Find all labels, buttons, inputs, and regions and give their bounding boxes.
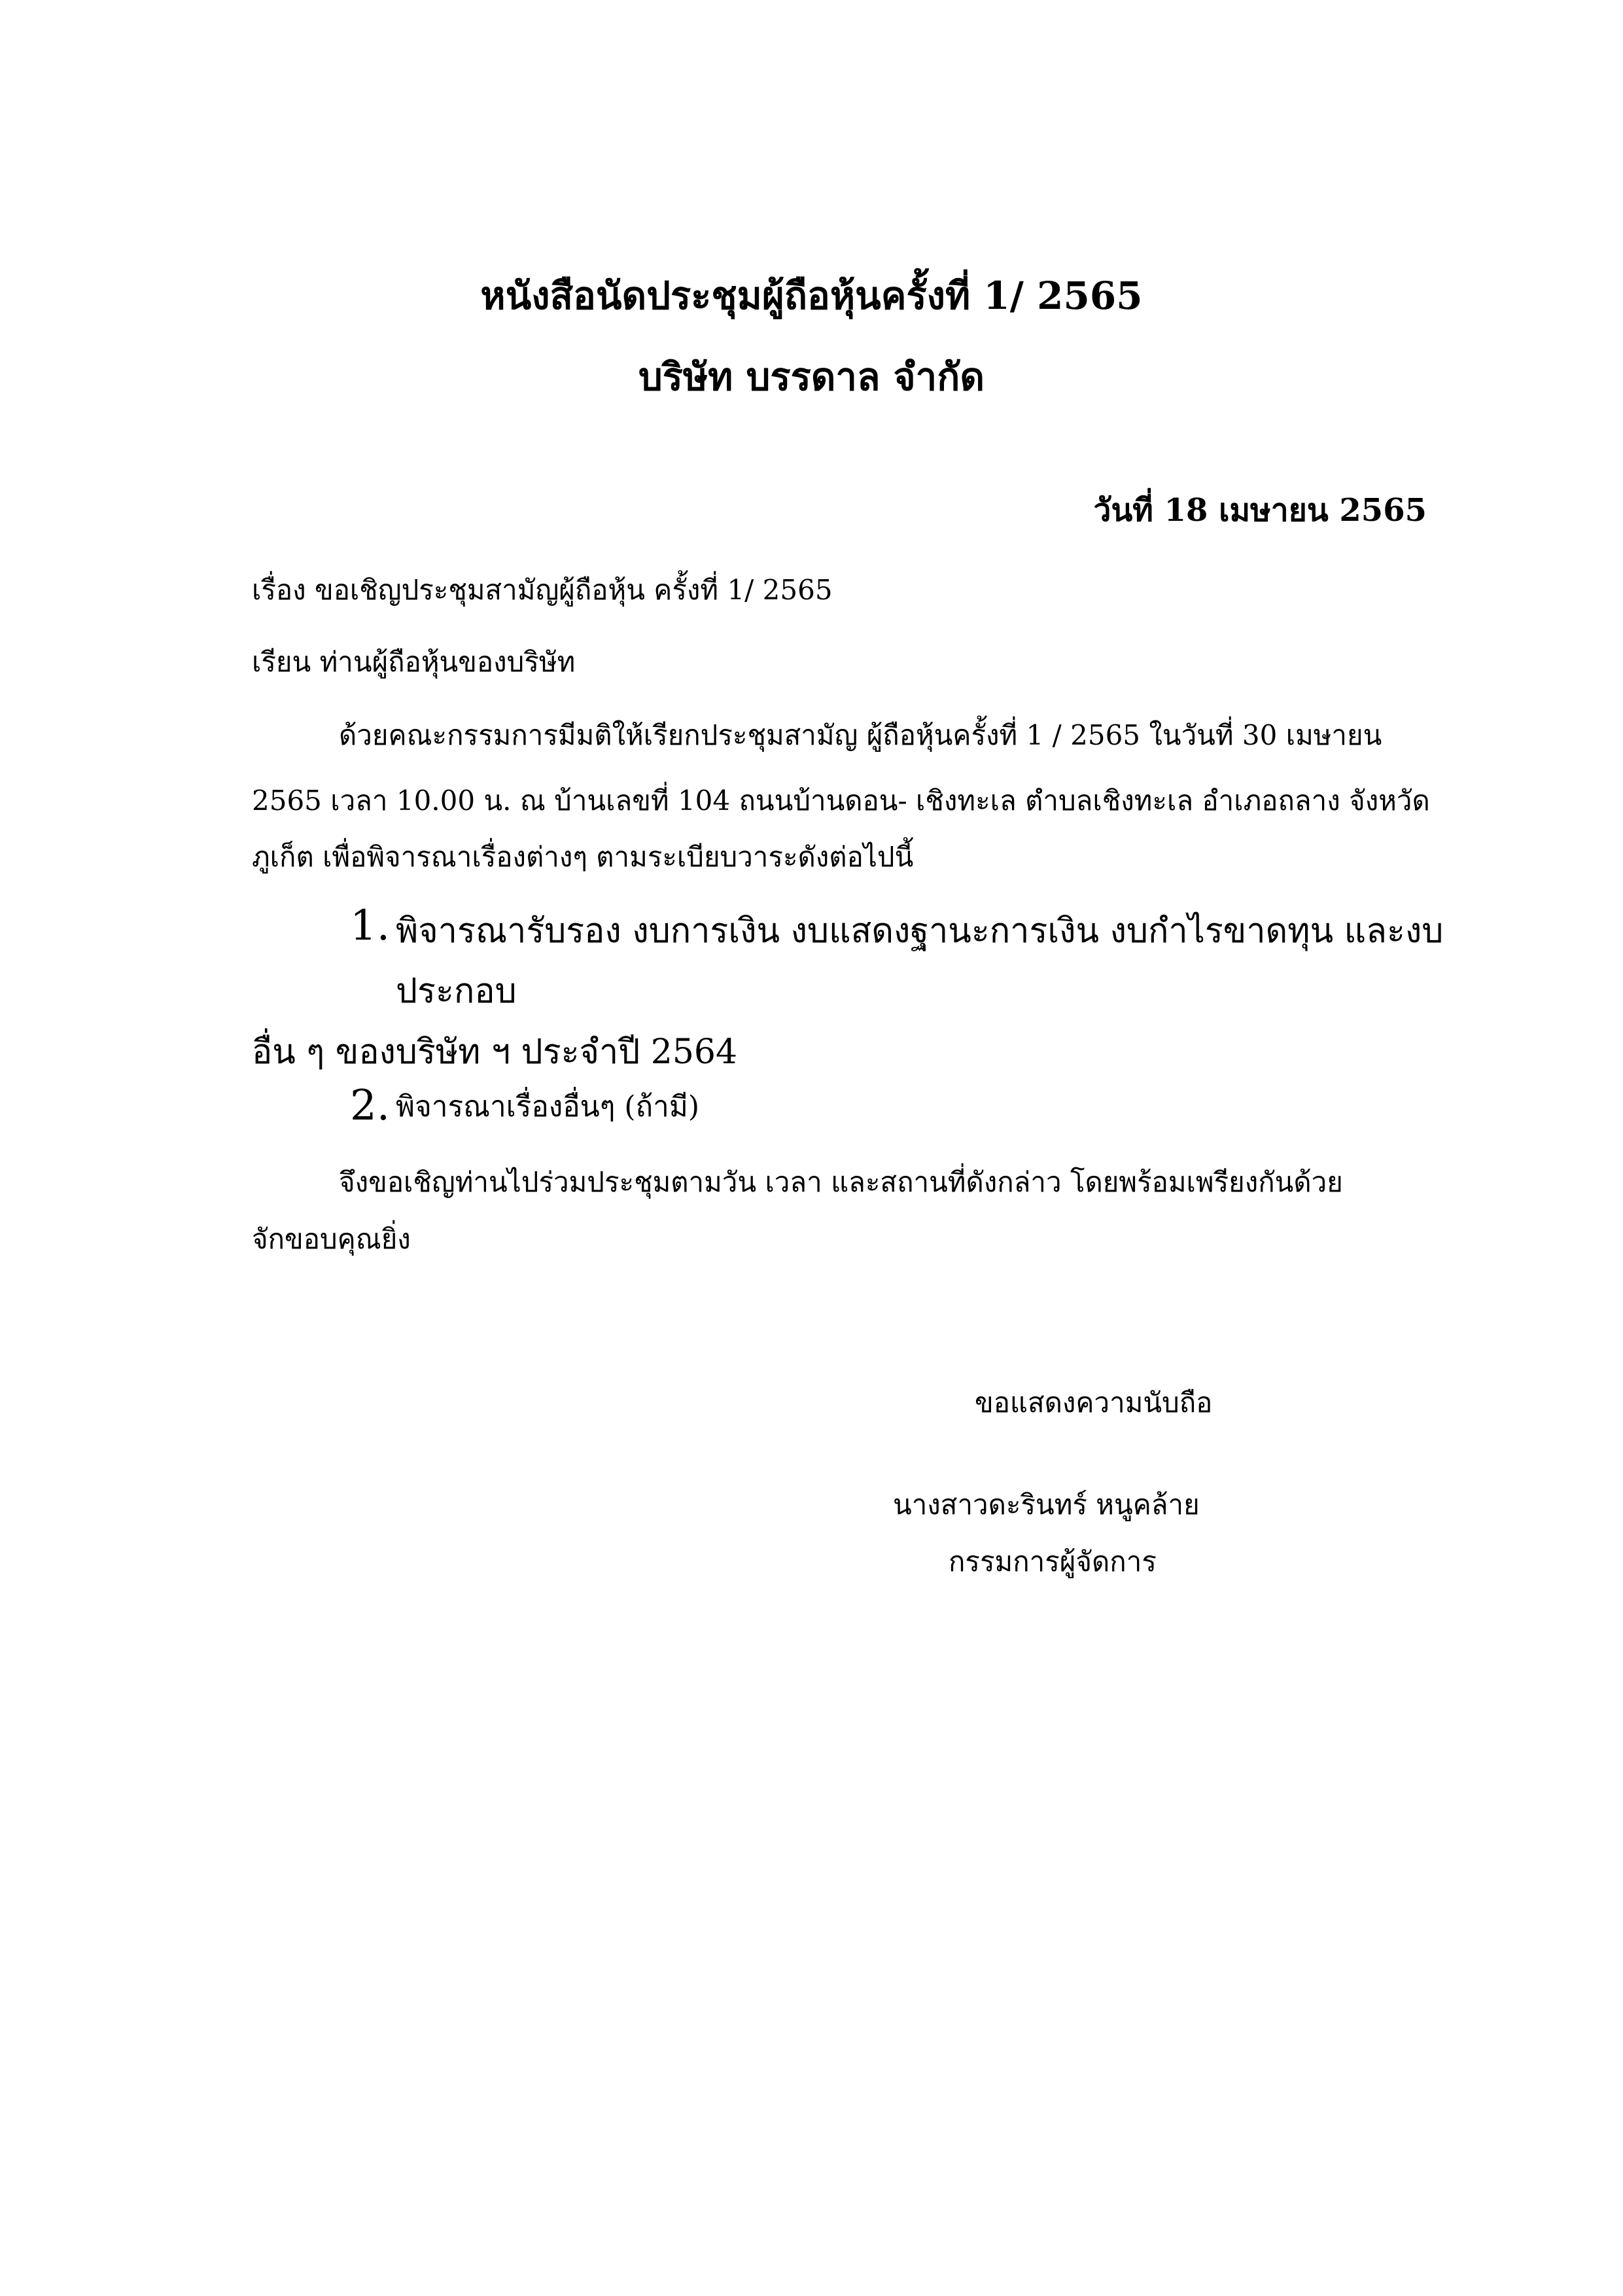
paragraph-1-line-3: ภูเก็ต เพื่อพิจารณาเรื่องต่างๆ ตามระเบียบวาระดังต่อไปนี้ bbox=[252, 841, 914, 873]
signatory-position: กรรมการผู้จัดการ bbox=[949, 1545, 1157, 1578]
subject-line: เรื่อง ขอเชิญประชุมสามัญผู้ถือหุ้น ครั้งที่ 1/ 2565 bbox=[252, 574, 833, 606]
paragraph-1-line-1: ด้วยคณะกรรมการมีมติให้เรียกประชุมสามัญ ผู้ถือหุ้นครั้งที่ 1 / 2565 ในวันที่ 30 เมษายน bbox=[339, 719, 1382, 751]
paragraph-1-line-2: 2565 เวลา 10.00 น. ณ บ้านเลขที่ 104 ถนนบ้านดอน- เชิงทะเล ตำบลเชิงทะเล อำเภอถลาง จังหวัด bbox=[252, 785, 1430, 817]
agenda-item-2-line-1: พิจารณาเรื่องอื่นๆ (ถ้ามี) bbox=[396, 1090, 700, 1123]
agenda-item-1-line-1: พิจารณารับรอง งบการเงิน งบแสดงฐานะการเงิน งบกำไรขาดทุน และงบ bbox=[396, 911, 1444, 951]
agenda-item-1-continuation: อื่น ๆ ของบริษัท ฯ ประจำปี 2564 bbox=[252, 1033, 738, 1072]
salutation-line: เรียน ท่านผู้ถือหุ้นของบริษัท bbox=[252, 646, 576, 678]
signature-closing: ขอแสดงความนับถือ bbox=[975, 1386, 1213, 1419]
paragraph-2-line-1: จึงขอเชิญท่านไปร่วมประชุมตามวัน เวลา และสถานที่ดังกล่าว โดยพร้อมเพรียงกันด้วย bbox=[339, 1166, 1343, 1198]
company-name: บริษัท บรรดาล จำกัด bbox=[638, 355, 985, 399]
agenda-item-1-line-2: ประกอบ bbox=[396, 972, 517, 1011]
paragraph-2-line-2: จักขอบคุณยิ่ง bbox=[252, 1223, 411, 1255]
document-title: หนังสือนัดประชุมผู้ถือหุ้นครั้งที่ 1/ 2565 bbox=[480, 274, 1143, 318]
agenda-item-1-number: 1. bbox=[350, 902, 391, 950]
agenda-item-2-number: 2. bbox=[350, 1082, 391, 1130]
document-date: วันที่ 18 เมษายน 2565 bbox=[1093, 492, 1427, 529]
signatory-name: นางสาวดะรินทร์ หนูคล้าย bbox=[893, 1489, 1200, 1521]
